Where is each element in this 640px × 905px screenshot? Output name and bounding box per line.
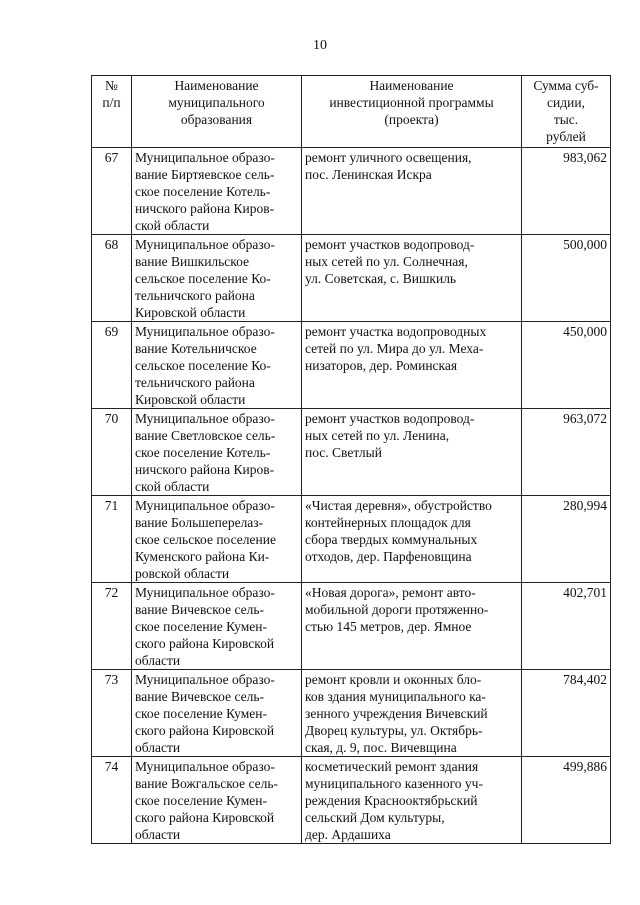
page-number: 10 <box>313 38 327 53</box>
row-sum: 450,000 <box>522 322 611 409</box>
row-number: 72 <box>92 583 132 670</box>
row-sum: 402,701 <box>522 583 611 670</box>
row-municipality: Муниципальное образо- вание Вичевское сель- ское поселение Кумен- ского района Кировской области <box>132 670 302 757</box>
header-num: № п/п <box>92 76 132 148</box>
header-program: Наименование инвестиционной программы (проекта) <box>302 76 522 148</box>
row-program: ремонт участков водопровод- ных сетей по ул. Ленина, пос. Светлый <box>302 409 522 496</box>
table-row <box>92 496 611 583</box>
row-municipality: Муниципальное образо- вание Вичевское сель- ское поселение Кумен- ского района Кировской области <box>132 583 302 670</box>
row-program: ремонт участков водопровод- ных сетей по ул. Солнечная, ул. Советская, с. Вишкиль <box>302 235 522 322</box>
row-municipality: Муниципальное образо- вание Вожгальское сель- ское поселение Кумен- ского района Кировской области <box>132 757 302 844</box>
row-sum: 963,072 <box>522 409 611 496</box>
table-row <box>92 670 611 757</box>
table-row <box>92 409 611 496</box>
row-sum: 280,994 <box>522 496 611 583</box>
row-number: 69 <box>92 322 132 409</box>
row-number: 74 <box>92 757 132 844</box>
row-program: «Чистая деревня», обустройство контейнерных площадок для сбора твердых коммунальных отходов, дер. Парфеновщина <box>302 496 522 583</box>
table-row <box>92 235 611 322</box>
row-number: 68 <box>92 235 132 322</box>
row-number: 70 <box>92 409 132 496</box>
table-row <box>92 757 611 844</box>
table-row <box>92 148 611 235</box>
row-municipality: Муниципальное образо- вание Вишкильское сельское поселение Ко- тельничского района Кировской области <box>132 235 302 322</box>
header-sum: Сумма суб- сидии, тыс. рублей <box>522 76 611 148</box>
row-sum: 983,062 <box>522 148 611 235</box>
row-program: ремонт уличного освещения, пос. Ленинская Искра <box>302 148 522 235</box>
row-municipality: Муниципальное образо- вание Светловское сель- ское поселение Котель- ничского района Киров- ской области <box>132 409 302 496</box>
row-number: 73 <box>92 670 132 757</box>
row-sum: 784,402 <box>522 670 611 757</box>
row-sum: 500,000 <box>522 235 611 322</box>
row-municipality: Муниципальное образо- вание Котельничское сельское поселение Ко- тельничского района Кировской области <box>132 322 302 409</box>
row-municipality: Муниципальное образо- вание Большеперелаз- ское сельское поселение Куменского района Ки- ровской области <box>132 496 302 583</box>
table-row <box>92 322 611 409</box>
subsidy-table <box>91 75 611 844</box>
row-program: ремонт кровли и оконных бло- ков здания муниципального ка- зенного учреждения Вичевский Дворец культуры, ул. Октябрь- ская, д. 9, пос. Вичевщина <box>302 670 522 757</box>
header-municipality: Наименование муниципального образования <box>132 76 302 148</box>
table-header-row <box>92 76 611 148</box>
row-program: ремонт участка водопроводных сетей по ул. Мира до ул. Меха- низаторов, дер. Роминская <box>302 322 522 409</box>
row-program: косметический ремонт здания муниципального казенного уч- реждения Краснооктябрьский сельский Дом культуры, дер. Ардашиха <box>302 757 522 844</box>
table-row <box>92 583 611 670</box>
row-program: «Новая дорога», ремонт авто- мобильной дороги протяженно- стью 145 метров, дер. Ямное <box>302 583 522 670</box>
row-number: 71 <box>92 496 132 583</box>
row-number: 67 <box>92 148 132 235</box>
row-sum: 499,886 <box>522 757 611 844</box>
row-municipality: Муниципальное образо- вание Биртяевское сель- ское поселение Котель- ничского района Киров- ской области <box>132 148 302 235</box>
